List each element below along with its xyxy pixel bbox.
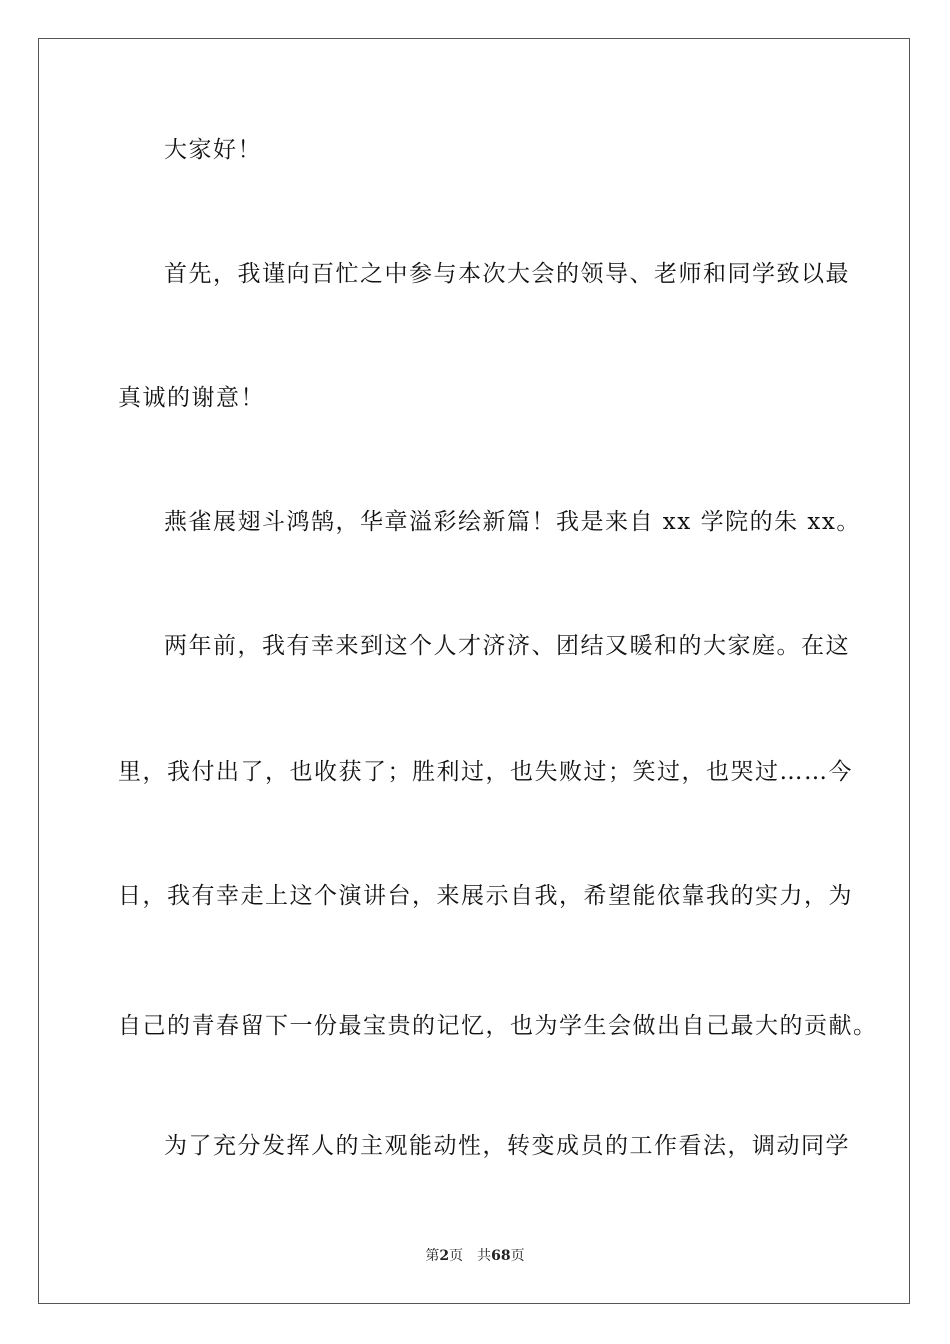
page-label-suffix: 页 bbox=[449, 1248, 464, 1264]
total-label-prefix: 共 bbox=[477, 1248, 492, 1264]
paragraph-line: 里，我付出了，也收获了；胜利过，也失败过；笑过，也哭过……今 bbox=[118, 759, 853, 785]
paragraph-line: 燕雀展翅斗鸿鹄，华章溢彩绘新篇！我是来自 xx 学院的朱 xx。 bbox=[164, 509, 861, 535]
page-frame bbox=[38, 38, 910, 1304]
paragraph-line: 两年前，我有幸来到这个人才济济、团结又暖和的大家庭。在这 bbox=[164, 633, 850, 659]
current-page-number: 2 bbox=[439, 1248, 450, 1264]
page-footer bbox=[0, 1246, 950, 1266]
paragraph-line: 自己的青春留下一份最宝贵的记忆，也为学生会做出自己最大的贡献。 bbox=[118, 1013, 878, 1039]
greeting-line: 大家好！ bbox=[164, 137, 262, 163]
page-label-prefix: 第 bbox=[425, 1248, 440, 1264]
paragraph-line: 首先，我谨向百忙之中参与本次大会的领导、老师和同学致以最 bbox=[164, 261, 850, 287]
paragraph-line: 真诚的谢意！ bbox=[118, 385, 265, 411]
paragraph-line: 日，我有幸走上这个演讲台，来展示自我，希望能依靠我的实力，为 bbox=[118, 883, 853, 909]
total-label-suffix: 页 bbox=[510, 1248, 525, 1264]
paragraph-line: 为了充分发挥人的主观能动性，转变成员的工作看法，调动同学 bbox=[164, 1133, 850, 1159]
total-page-count: 68 bbox=[491, 1248, 511, 1264]
